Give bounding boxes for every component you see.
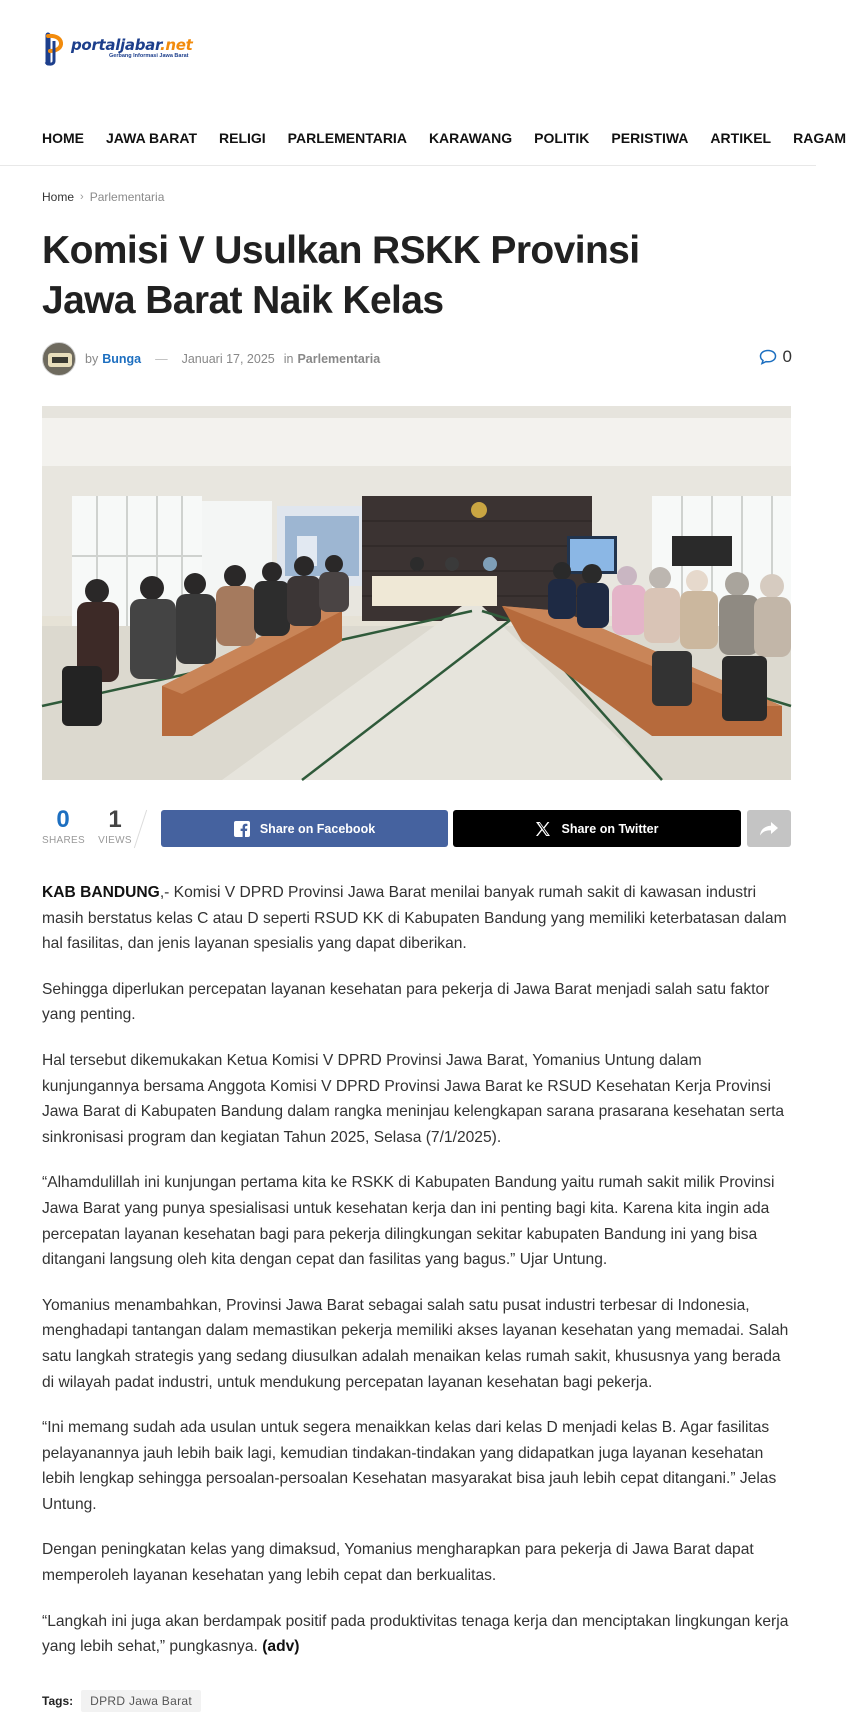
x-icon	[535, 821, 551, 837]
nav-item-parlementaria[interactable]: PARLEMENTARIA	[287, 130, 407, 146]
facebook-icon	[234, 821, 250, 837]
nav-item-home[interactable]: HOME	[42, 130, 84, 146]
logo-wordmark: portaljabar.net	[71, 35, 193, 54]
views-count: 1	[108, 806, 122, 833]
main-navigation	[0, 118, 846, 166]
featured-image	[42, 406, 791, 780]
share-facebook-label: Share on Facebook	[259, 821, 376, 836]
breadcrumb	[42, 190, 164, 204]
site-logo[interactable]	[42, 28, 193, 68]
tag-link[interactable]: DPRD Jawa Barat	[81, 1690, 201, 1712]
logo-mark-icon	[42, 31, 68, 65]
nav-item-karawang[interactable]: KARAWANG	[428, 130, 513, 146]
article-paragraph: Sehingga diperlukan percepatan layanan kesehatan para pekerja di Jawa Barat menjadi salah satu faktor yang penting.	[42, 980, 770, 1024]
shares-counter	[42, 807, 84, 847]
breadcrumb-separator: ›	[80, 191, 84, 203]
share-facebook-button[interactable]	[161, 810, 448, 847]
publish-date: Januari 17, 2025	[181, 352, 275, 366]
share-arrow-icon	[759, 821, 779, 837]
author-avatar[interactable]	[42, 342, 76, 376]
article-paragraph: Yomanius menambahkan, Provinsi Jawa Barat sebagai salah satu pusat industri terbesar di Indonesia, menghadapi tantangan dalam memastikan pekerja memiliki akses layanan kesehatan yang memadai. Salah satu langkah strategis yang sedang diusulkan adalah menaikan kelas rumah sakit, khususnya yang berada di wilayah padat industri, untuk mendukung percepatan layanan kesehatan bagi pekerja.	[42, 1296, 789, 1391]
shares-count: 0	[56, 806, 70, 833]
category-link[interactable]: Parlementaria	[297, 352, 381, 366]
nav-item-religi[interactable]: RELIGI	[219, 130, 266, 146]
comment-count: 0	[782, 347, 792, 366]
share-divider	[134, 810, 147, 848]
adv-marker: (adv)	[262, 1638, 300, 1656]
share-bar	[42, 807, 791, 847]
comments-link[interactable]	[759, 347, 792, 367]
by-label: by	[85, 352, 99, 366]
nav-item-artikel[interactable]: ARTIKEL	[710, 130, 772, 146]
author-link[interactable]: Bunga	[102, 352, 142, 366]
article-paragraph: “Alhamdulillah ini kunjungan pertama kita ke RSKK di Kabupaten Bandung yaitu rumah sakit milik Provinsi Jawa Barat yang punya spesialisasi untuk kesehatan kerja dan ini penting bagi kita. Karena kita ingin ada percepatan layanan kesehatan bagi para pekerja dilingkungan sekitar kabupaten Bandung ini yang bisa ditangani langsung oleh kita dengan cepat dan fasilitas yang bagus.” Ujar Untung.	[42, 1174, 775, 1269]
views-label: VIEWS	[98, 835, 132, 846]
nav-item-ragam[interactable]: RAGAM	[793, 130, 846, 146]
article-closing-paragraph: “Langkah ini juga akan berdampak positif pada produktivitas tenaga kerja dan menciptakan lingkungan kerja yang lebih sehat,” pungkasnya. (adv)	[42, 1612, 789, 1656]
article-meta	[42, 341, 792, 377]
nav-item-jawa-barat[interactable]: JAWA BARAT	[106, 130, 197, 146]
shares-label: SHARES	[42, 835, 85, 846]
in-label: in	[283, 352, 294, 366]
breadcrumb-home-link[interactable]: Home	[42, 190, 75, 204]
dateline: KAB BANDUNG	[42, 884, 160, 901]
nav-item-politik[interactable]: POLITIK	[534, 130, 590, 146]
share-twitter-label: Share on Twitter	[561, 821, 659, 836]
nav-item-peristiwa[interactable]: PERISTIWA	[611, 130, 689, 146]
share-more-button[interactable]	[747, 810, 791, 847]
tags-label: Tags:	[42, 1694, 74, 1708]
breadcrumb-current[interactable]: Parlementaria	[89, 190, 165, 204]
article-lead-paragraph: KAB BANDUNG,- Komisi V DPRD Provinsi Jawa Barat menilai banyak rumah sakit di kawasan industri masih berstatus kelas C atau D seperti RSUD KK di Kabupaten Bandung yang memiliki keterbatasan dalam hal fasilitas, dan jenis layanan spesialis yang dapat diberikan.	[42, 884, 787, 953]
article-body	[42, 880, 792, 1680]
article-title: Komisi V Usulkan RSKK Provinsi Jawa Barat Naik Kelas	[42, 229, 640, 322]
logo-tagline: Gerbang Informasi Jawa Barat	[109, 52, 189, 59]
article-paragraph: Hal tersebut dikemukakan Ketua Komisi V DPRD Provinsi Jawa Barat, Yomanius Untung dalam kunjungannya bersama Anggota Komisi V DPRD Provinsi Jawa Barat ke RSUD Kesehatan Kerja Provinsi Jawa Barat di Kabupaten Bandung dalam rangka meninjau kelengkapan sarana prasarana kesehatan serta sinkronisasi program dan kegiatan Tahun 2025, Selasa (7/1/2025).	[42, 1051, 785, 1146]
article-tags	[42, 1690, 201, 1712]
article-paragraph: Dengan peningkatan kelas yang dimaksud, Yomanius mengharapkan para pekerja di Jawa Barat dapat memperoleh layanan kesehatan yang lebih cepat dan berkualitas.	[42, 1541, 754, 1585]
site-header	[0, 0, 816, 100]
comment-icon	[759, 349, 777, 365]
meta-dash: —	[155, 352, 168, 366]
share-twitter-button[interactable]	[453, 810, 741, 847]
article-paragraph: “Ini memang sudah ada usulan untuk segera menaikkan kelas dari kelas D menjadi kelas B. Agar fasilitas pelayanannya jauh lebih baik lagi, kemudian tindakan-tindakan yang didapatkan juga layanan kesehatan lebih lengkap sehingga persoalan-persoalan Kesehatan masyarakat bisa jauh lebih cepat ditangani.” Jelas Untung.	[42, 1419, 777, 1513]
views-counter	[96, 807, 134, 847]
